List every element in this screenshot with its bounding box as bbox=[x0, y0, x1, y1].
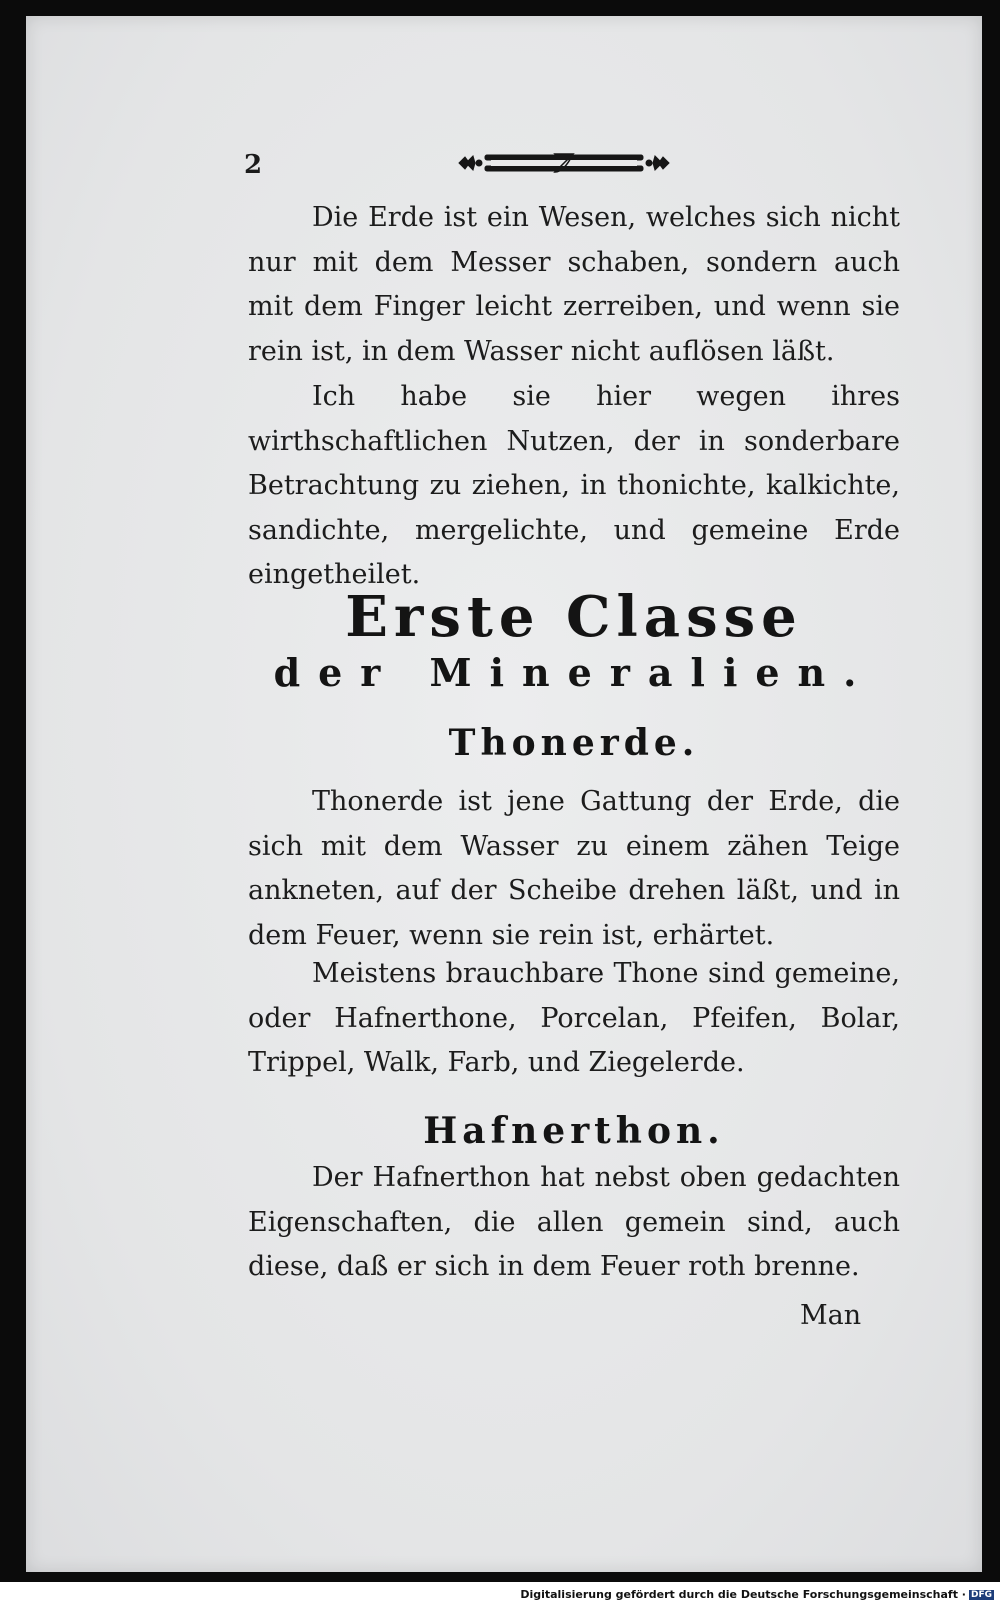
paragraph-earth-definition: Die Erde ist ein Wesen, welches sich nicht nur mit dem Messer schaben, sondern auch mit dem Finger leicht zerreiben, und wenn sie rein ist, in dem Wasser nicht auflösen läßt. bbox=[248, 202, 900, 367]
paragraph-thonerde: Thonerde ist jene Gattung der Erde, die sich mit dem Wasser zu einem zähen Teige ankneten, auf der Scheibe drehen läßt, und in dem Feuer, wenn sie rein ist, erhärtet. bbox=[248, 786, 900, 951]
paragraph-hafnerthon: Der Hafnerthon hat nebst oben gedachten Eigenschaften, die allen gemein sind, auch diese, daß er sich in dem Feuer roth brenne. bbox=[248, 1162, 900, 1282]
section-heading-thonerde: Thonerde. bbox=[448, 722, 700, 764]
section-heading-hafnerthon: Hafnerthon. bbox=[423, 1110, 725, 1152]
dfg-logo-icon: DFG bbox=[970, 1590, 992, 1600]
credit-text: Digitalisierung gefördert durch die Deutsche Forschungsgemeinschaft · bbox=[520, 1588, 966, 1601]
paragraph-earth-classification: Ich habe sie hier wegen ihres wirthschaftlichen Nutzen, der in sonderbare Betrachtung zu ziehen, in thonichte, kalkichte, sandichte, mergelichte, und gemeine Erde eingetheilet. bbox=[248, 381, 900, 590]
class-subtitle: der Mineralien. bbox=[273, 650, 875, 695]
catchword: Man bbox=[800, 1300, 862, 1331]
digitization-credit bbox=[520, 1588, 994, 1601]
page-number: 2 bbox=[244, 150, 263, 180]
ornament-icon bbox=[455, 146, 673, 180]
paragraph-thone-types: Meistens brauchbare Thone sind gemeine, oder Hafnerthone, Porcelan, Pfeifen, Bolar, Trippel, Walk, Farb, und Ziegelerde. bbox=[248, 958, 900, 1078]
class-title: Erste Classe bbox=[345, 584, 803, 650]
